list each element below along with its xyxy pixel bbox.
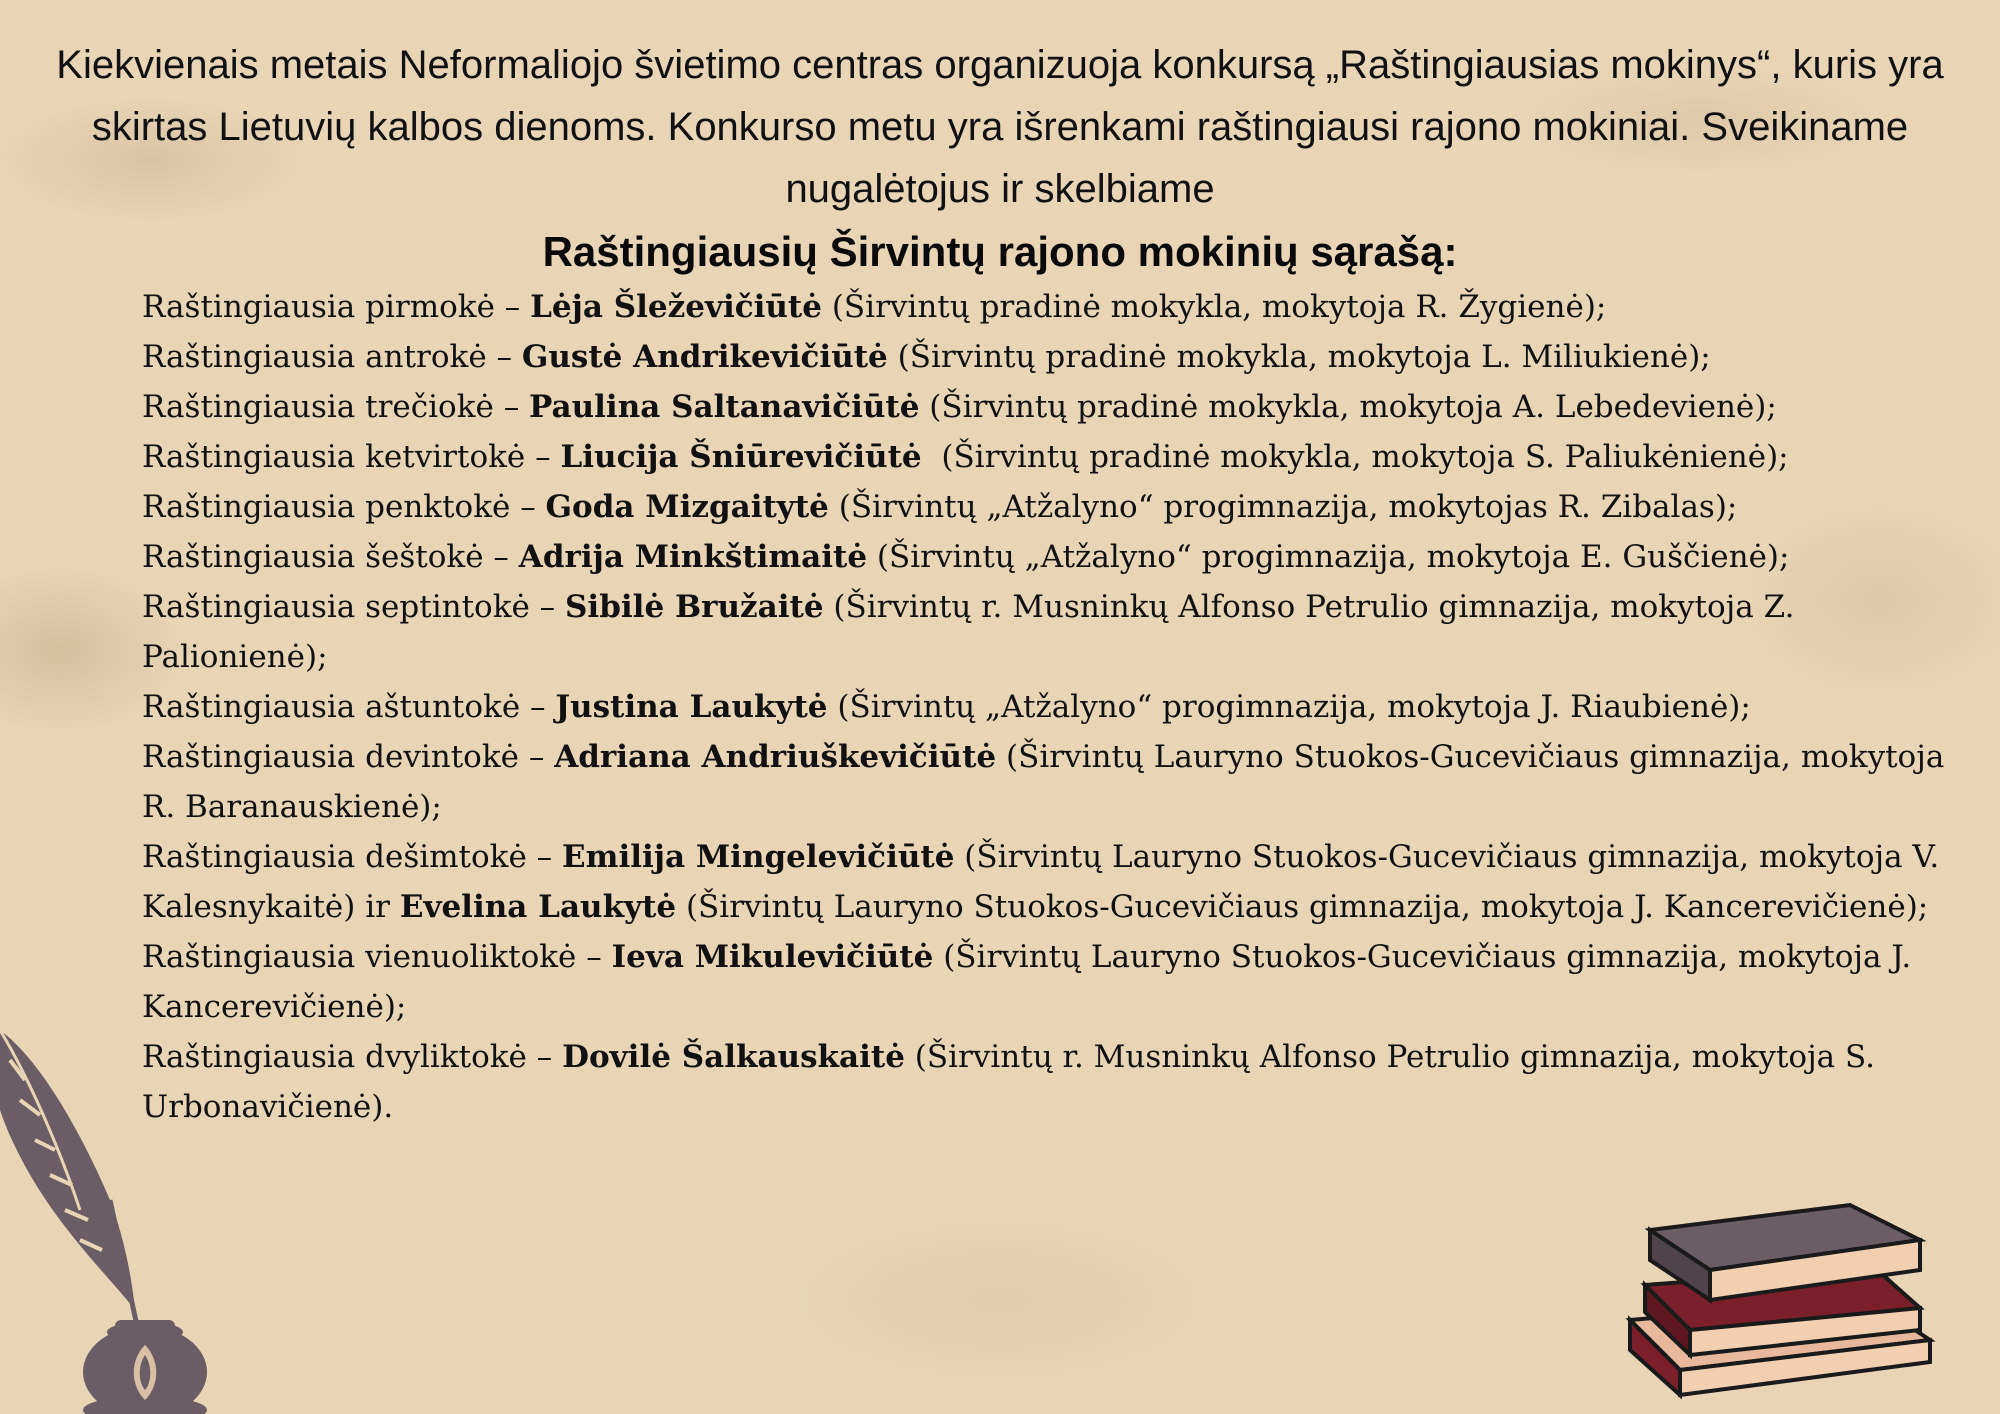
- winner-name: Evelina Laukytė: [399, 889, 677, 925]
- list-item: Raštingiausia antrokė – Gustė Andrikevičiūtė (Širvintų pradinė mokykla, mokytoja L. Miliukienė);: [142, 339, 1711, 375]
- winner-name: Paulina Saltanavičiūtė: [529, 389, 920, 425]
- quill-inkwell-icon: [0, 1020, 220, 1414]
- winner-name: Emilija Mingelevičiūtė: [562, 839, 955, 875]
- winner-name: Liucija Šniūrevičiūtė: [560, 439, 922, 475]
- list-item: Raštingiausia septintokė – Sibilė Bružaitė (Širvintų r. Musninkų Alfonso Petrulio gimnazija, mokytoja Z. Palionienė);: [142, 589, 1795, 675]
- winner-name: Adriana Andriuškevičiūtė: [554, 739, 997, 775]
- winner-name: Adrija Minkštimaitė: [518, 539, 868, 575]
- list-item: Raštingiausia šeštokė – Adrija Minkštimaitė (Širvintų „Atžalyno“ progimnazija, mokytoja E. Guščienė);: [142, 539, 1790, 575]
- list-item: Raštingiausia vienuoliktokė – Ieva Mikulevičiūtė (Širvintų Lauryno Stuokos-Gucevičiaus gimnazija, mokytoja J. Kancerevičienė);: [142, 939, 1912, 1025]
- winner-name: Lėja Šleževičiūtė: [530, 289, 822, 325]
- winners-list: [142, 282, 1972, 1132]
- list-item: Raštingiausia aštuntokė – Justina Laukytė (Širvintų „Atžalyno“ progimnazija, mokytoja J. Riaubienė);: [142, 689, 1751, 725]
- winner-name: Gustė Andrikevičiūtė: [521, 339, 888, 375]
- winner-name: Goda Mizgaitytė: [545, 489, 829, 525]
- winner-name: Sibilė Bružaitė: [565, 589, 824, 625]
- winner-name: Justina Laukytė: [555, 689, 828, 725]
- list-item: Raštingiausia ketvirtokė – Liucija Šniūrevičiūtė (Širvintų pradinė mokykla, mokytoja S. Paliukėnienė);: [142, 439, 1789, 475]
- list-item: Raštingiausia devintokė – Adriana Andriuškevičiūtė (Širvintų Lauryno Stuokos-Gucevičiaus gimnazija, mokytoja R. Baranauskienė);: [142, 739, 1945, 825]
- winner-name: Ieva Mikulevičiūtė: [611, 939, 934, 975]
- list-item: Raštingiausia dvyliktokė – Dovilė Šalkauskaitė (Širvintų r. Musninkų Alfonso Petrulio gimnazija, mokytoja S. Urbonavičienė).: [142, 1039, 1876, 1125]
- list-item: Raštingiausia pirmokė – Lėja Šleževičiūtė (Širvintų pradinė mokykla, mokytoja R. Žygienė);: [142, 289, 1607, 325]
- list-item: Raštingiausia trečiokė – Paulina Saltanavičiūtė (Širvintų pradinė mokykla, mokytoja A. Lebedevienė);: [142, 389, 1777, 425]
- list-item: Raštingiausia penktokė – Goda Mizgaitytė (Širvintų „Atžalyno“ progimnazija, mokytojas R. Zibalas);: [142, 489, 1738, 525]
- winner-name: Dovilė Šalkauskaitė: [562, 1039, 905, 1075]
- list-heading: Raštingiausių Širvintų rajono mokinių sąrašą:: [542, 228, 1458, 275]
- book-stack-icon: [1620, 1190, 1950, 1400]
- list-item: Raštingiausia dešimtokė – Emilija Mingelevičiūtė (Širvintų Lauryno Stuokos-Gucevičiaus gimnazija, mokytoja V. Kalesnykaitė) ir Evelina Laukytė (Širvintų Lauryno Stuokos-Gucevičiaus gimnazija, mokytoja J. Kancerevičienė);: [142, 839, 1940, 925]
- intro-paragraph: Kiekvienais metais Neformaliojo švietimo centras organizuoja konkursą „Raštingiausias mokinys“, kuris yra skirtas Lietuvių kalbos dienoms. Konkurso metu yra išrenkami raštingiausi rajono mokiniai. Sveikiname nugalėtojus ir skelbiame: [56, 43, 1944, 211]
